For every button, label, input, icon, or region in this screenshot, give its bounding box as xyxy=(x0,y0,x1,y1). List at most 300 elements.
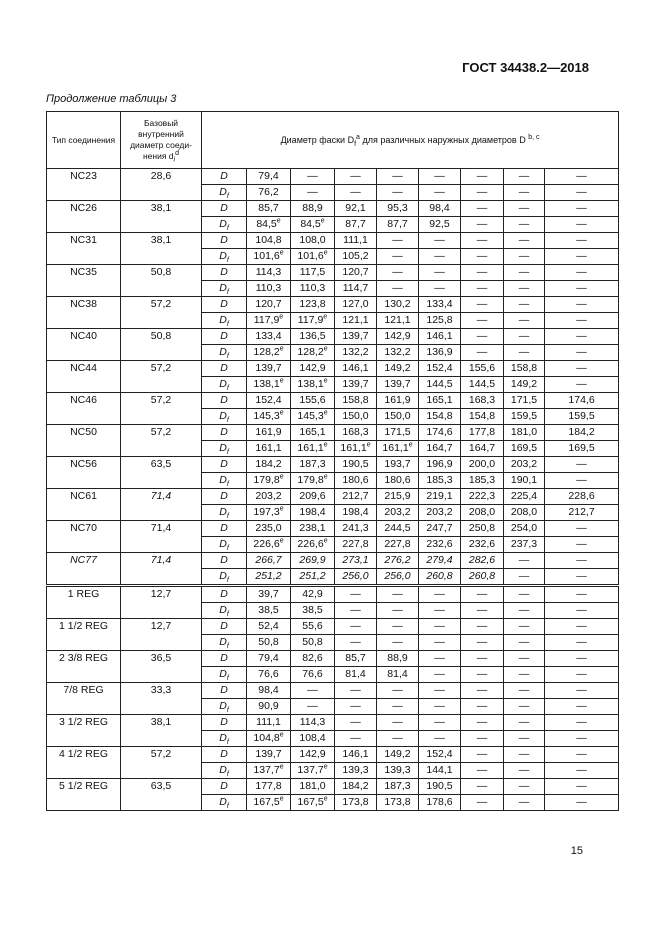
label-chamfer-diameter: $D_f$ xyxy=(202,667,247,683)
label-chamfer-diameter: $D_f$ xyxy=(202,281,247,297)
column-header-type: Тип соединения xyxy=(47,112,121,169)
label-chamfer-diameter: $D_f$ xyxy=(202,185,247,201)
value-cell: — xyxy=(335,185,377,201)
inner-diameter: 57,2 xyxy=(121,361,202,393)
value-cell: 256,0 xyxy=(377,569,419,586)
connection-type: 3 1/2 REG xyxy=(47,715,121,747)
value-cell: 130,2 xyxy=(377,297,419,313)
value-cell: 190,5 xyxy=(419,779,461,795)
value-cell: — xyxy=(461,329,504,345)
value-cell: 161,1e xyxy=(291,441,335,457)
value-cell: 108,0 xyxy=(291,233,335,249)
value-cell: 144,1 xyxy=(419,763,461,779)
value-cell: 76,6 xyxy=(247,667,291,683)
label-chamfer-diameter: $D_f$ xyxy=(202,313,247,329)
value-cell: 179,8e xyxy=(247,473,291,489)
value-cell: — xyxy=(461,635,504,651)
value-cell: 219,1 xyxy=(419,489,461,505)
value-cell: 114,3 xyxy=(291,715,335,731)
value-cell: 185,3 xyxy=(461,473,504,489)
value-cell: — xyxy=(545,217,619,233)
value-cell: 84,5e xyxy=(291,217,335,233)
label-chamfer-diameter: $D_f$ xyxy=(202,345,247,361)
value-cell: — xyxy=(377,715,419,731)
value-cell: — xyxy=(545,361,619,377)
value-cell: — xyxy=(545,779,619,795)
connection-type: 2 3/8 REG xyxy=(47,651,121,683)
value-cell: 98,4 xyxy=(247,683,291,699)
inner-diameter: 12,7 xyxy=(121,619,202,651)
value-cell: — xyxy=(461,667,504,683)
label-outer-diameter: D xyxy=(202,361,247,377)
value-cell: 266,7 xyxy=(247,553,291,569)
value-cell: 187,3 xyxy=(377,779,419,795)
inner-diameter: 57,2 xyxy=(121,297,202,329)
value-cell: — xyxy=(419,667,461,683)
value-cell: 52,4 xyxy=(247,619,291,635)
value-cell: — xyxy=(335,603,377,619)
value-cell: 165,1 xyxy=(291,425,335,441)
value-cell: 155,6 xyxy=(461,361,504,377)
value-cell: 111,1 xyxy=(335,233,377,249)
connection-type: 1 1/2 REG xyxy=(47,619,121,651)
value-cell: 139,3 xyxy=(377,763,419,779)
value-cell: — xyxy=(377,619,419,635)
label-chamfer-diameter: $D_f$ xyxy=(202,635,247,651)
value-cell: 164,7 xyxy=(461,441,504,457)
value-cell: 123,8 xyxy=(291,297,335,313)
value-cell: — xyxy=(461,281,504,297)
value-cell: — xyxy=(335,715,377,731)
value-cell: — xyxy=(545,233,619,249)
header-row xyxy=(47,112,619,169)
connection-type: NC46 xyxy=(47,393,121,425)
value-cell: — xyxy=(377,603,419,619)
label-outer-diameter: D xyxy=(202,715,247,731)
value-cell: 282,6 xyxy=(461,553,504,569)
value-cell: — xyxy=(545,313,619,329)
value-cell: — xyxy=(545,635,619,651)
label-outer-diameter: D xyxy=(202,651,247,667)
table-row xyxy=(47,619,619,635)
value-cell: 171,5 xyxy=(504,393,545,409)
connection-type: NC23 xyxy=(47,169,121,201)
value-cell: 76,6 xyxy=(291,667,335,683)
value-cell: — xyxy=(545,457,619,473)
label-outer-diameter: D xyxy=(202,747,247,763)
value-cell: — xyxy=(461,185,504,201)
value-cell: 146,1 xyxy=(335,361,377,377)
value-cell: 279,4 xyxy=(419,553,461,569)
value-cell: — xyxy=(545,281,619,297)
inner-diameter: 38,1 xyxy=(121,715,202,747)
value-cell: 180,6 xyxy=(335,473,377,489)
value-cell: — xyxy=(461,345,504,361)
value-cell: 137,7e xyxy=(291,763,335,779)
value-cell: 168,3 xyxy=(335,425,377,441)
value-cell: 227,8 xyxy=(377,537,419,553)
value-cell: — xyxy=(419,265,461,281)
value-cell: 161,9 xyxy=(377,393,419,409)
value-cell: — xyxy=(461,747,504,763)
value-cell: 84,5e xyxy=(247,217,291,233)
value-cell: 39,7 xyxy=(247,586,291,603)
connection-type: 1 REG xyxy=(47,586,121,619)
value-cell: 146,1 xyxy=(335,747,377,763)
value-cell: 114,3 xyxy=(247,265,291,281)
value-cell: — xyxy=(545,683,619,699)
value-cell: 244,5 xyxy=(377,521,419,537)
connection-type: NC50 xyxy=(47,425,121,457)
connection-type: NC70 xyxy=(47,521,121,553)
value-cell: 85,7 xyxy=(247,201,291,217)
value-cell: — xyxy=(504,586,545,603)
value-cell: 167,5e xyxy=(247,795,291,811)
value-cell: 120,7 xyxy=(335,265,377,281)
value-cell: 173,8 xyxy=(377,795,419,811)
inner-diameter: 71,4 xyxy=(121,553,202,586)
table-row xyxy=(47,553,619,569)
value-cell: 254,0 xyxy=(504,521,545,537)
value-cell: — xyxy=(545,667,619,683)
value-cell: 196,9 xyxy=(419,457,461,473)
column-header-inner-diameter: Базовый внутренний диаметр соеди-нения $d_i^d$ xyxy=(121,112,202,169)
inner-diameter: 63,5 xyxy=(121,457,202,489)
value-cell: 79,4 xyxy=(247,169,291,185)
value-cell: 169,5 xyxy=(545,441,619,457)
page-number: 15 xyxy=(570,845,583,857)
value-cell: 92,1 xyxy=(335,201,377,217)
value-cell: — xyxy=(419,185,461,201)
inner-diameter: 38,1 xyxy=(121,233,202,265)
value-cell: 165,1 xyxy=(419,393,461,409)
value-cell: 190,1 xyxy=(504,473,545,489)
value-cell: — xyxy=(504,265,545,281)
value-cell: 85,7 xyxy=(335,651,377,667)
connection-type: NC40 xyxy=(47,329,121,361)
value-cell: — xyxy=(291,683,335,699)
value-cell: — xyxy=(377,265,419,281)
value-cell: — xyxy=(377,586,419,603)
value-cell: — xyxy=(461,586,504,603)
inner-diameter: 63,5 xyxy=(121,779,202,811)
value-cell: 132,2 xyxy=(335,345,377,361)
value-cell: 144,5 xyxy=(461,377,504,393)
value-cell: — xyxy=(377,683,419,699)
value-cell: 185,3 xyxy=(419,473,461,489)
value-cell: 139,7 xyxy=(335,329,377,345)
value-cell: — xyxy=(504,763,545,779)
value-cell: 104,8 xyxy=(247,233,291,249)
value-cell: 159,5 xyxy=(545,409,619,425)
table-row xyxy=(47,425,619,441)
label-outer-diameter: D xyxy=(202,233,247,249)
table-caption: Продолжение таблицы 3 xyxy=(46,93,177,105)
table-row xyxy=(47,361,619,377)
value-cell: 137,7e xyxy=(247,763,291,779)
value-cell: 269,9 xyxy=(291,553,335,569)
value-cell: 139,7 xyxy=(247,747,291,763)
value-cell: — xyxy=(461,763,504,779)
value-cell: 179,8e xyxy=(291,473,335,489)
value-cell: 76,2 xyxy=(247,185,291,201)
table-row xyxy=(47,297,619,313)
value-cell: 187,3 xyxy=(291,457,335,473)
inner-diameter: 50,8 xyxy=(121,329,202,361)
value-cell: — xyxy=(461,619,504,635)
value-cell: — xyxy=(504,217,545,233)
value-cell: 117,9e xyxy=(247,313,291,329)
value-cell: 184,2 xyxy=(335,779,377,795)
value-cell: 98,4 xyxy=(419,201,461,217)
value-cell: 144,5 xyxy=(419,377,461,393)
value-cell: 145,3e xyxy=(247,409,291,425)
value-cell: — xyxy=(545,619,619,635)
value-cell: — xyxy=(545,521,619,537)
value-cell: 203,2 xyxy=(419,505,461,521)
value-cell: 235,0 xyxy=(247,521,291,537)
value-cell: 139,7 xyxy=(247,361,291,377)
value-cell: 117,5 xyxy=(291,265,335,281)
value-cell: 212,7 xyxy=(335,489,377,505)
connection-type: 4 1/2 REG xyxy=(47,747,121,779)
inner-diameter: 57,2 xyxy=(121,425,202,457)
value-cell: — xyxy=(504,667,545,683)
value-cell: — xyxy=(504,795,545,811)
value-cell: — xyxy=(504,233,545,249)
value-cell: — xyxy=(504,553,545,569)
value-cell: — xyxy=(377,249,419,265)
value-cell: — xyxy=(545,537,619,553)
table-body xyxy=(47,169,619,811)
label-chamfer-diameter: $D_f$ xyxy=(202,249,247,265)
value-cell: — xyxy=(461,731,504,747)
value-cell: — xyxy=(335,683,377,699)
value-cell: 225,4 xyxy=(504,489,545,505)
value-cell: — xyxy=(419,715,461,731)
value-cell: — xyxy=(291,699,335,715)
table-row xyxy=(47,521,619,537)
value-cell: — xyxy=(545,747,619,763)
table-row xyxy=(47,651,619,667)
value-cell: 161,9 xyxy=(247,425,291,441)
label-outer-diameter: D xyxy=(202,489,247,505)
label-outer-diameter: D xyxy=(202,553,247,569)
value-cell: 38,5 xyxy=(247,603,291,619)
value-cell: — xyxy=(377,169,419,185)
value-cell: 226,6e xyxy=(247,537,291,553)
value-cell: 167,5e xyxy=(291,795,335,811)
value-cell: — xyxy=(545,715,619,731)
table-row xyxy=(47,457,619,473)
table-row xyxy=(47,489,619,505)
value-cell: 232,6 xyxy=(419,537,461,553)
value-cell: — xyxy=(504,297,545,313)
value-cell: — xyxy=(504,683,545,699)
label-outer-diameter: D xyxy=(202,457,247,473)
value-cell: 142,9 xyxy=(291,361,335,377)
value-cell: 273,1 xyxy=(335,553,377,569)
value-cell: 136,5 xyxy=(291,329,335,345)
value-cell: 161,1e xyxy=(335,441,377,457)
value-cell: 171,5 xyxy=(377,425,419,441)
value-cell: 154,8 xyxy=(419,409,461,425)
label-chamfer-diameter: $D_f$ xyxy=(202,763,247,779)
value-cell: 198,4 xyxy=(335,505,377,521)
value-cell: — xyxy=(461,249,504,265)
label-chamfer-diameter: $D_f$ xyxy=(202,603,247,619)
value-cell: 55,6 xyxy=(291,619,335,635)
table-row xyxy=(47,683,619,699)
value-cell: — xyxy=(461,297,504,313)
value-cell: — xyxy=(419,619,461,635)
value-cell: 120,7 xyxy=(247,297,291,313)
value-cell: 133,4 xyxy=(247,329,291,345)
column-header-chamfer: Диаметр фаски $D_f^a$ для различных наружных диаметров D $^{b, c}$ xyxy=(202,112,619,169)
table-row xyxy=(47,233,619,249)
value-cell: 128,2e xyxy=(291,345,335,361)
inner-diameter: 36,5 xyxy=(121,651,202,683)
value-cell: 203,2 xyxy=(377,505,419,521)
connection-type: NC61 xyxy=(47,489,121,521)
value-cell: 173,8 xyxy=(335,795,377,811)
chamfer-table xyxy=(46,111,619,811)
value-cell: 226,6e xyxy=(291,537,335,553)
value-cell: — xyxy=(419,635,461,651)
value-cell: — xyxy=(461,265,504,281)
label-chamfer-diameter: $D_f$ xyxy=(202,795,247,811)
table-row xyxy=(47,169,619,185)
value-cell: — xyxy=(545,763,619,779)
value-cell: 105,2 xyxy=(335,249,377,265)
value-cell: 50,8 xyxy=(247,635,291,651)
value-cell: — xyxy=(504,779,545,795)
value-cell: 212,7 xyxy=(545,505,619,521)
value-cell: — xyxy=(419,281,461,297)
value-cell: 200,0 xyxy=(461,457,504,473)
value-cell: — xyxy=(291,185,335,201)
value-cell: — xyxy=(504,169,545,185)
value-cell: 193,7 xyxy=(377,457,419,473)
value-cell: 121,1 xyxy=(335,313,377,329)
value-cell: — xyxy=(461,201,504,217)
value-cell: 238,1 xyxy=(291,521,335,537)
value-cell: 228,6 xyxy=(545,489,619,505)
label-outer-diameter: D xyxy=(202,201,247,217)
value-cell: 184,2 xyxy=(545,425,619,441)
value-cell: — xyxy=(377,699,419,715)
value-cell: — xyxy=(504,201,545,217)
value-cell: — xyxy=(545,345,619,361)
label-chamfer-diameter: $D_f$ xyxy=(202,505,247,521)
value-cell: — xyxy=(504,281,545,297)
value-cell: 168,3 xyxy=(461,393,504,409)
value-cell: 227,8 xyxy=(335,537,377,553)
value-cell: 142,9 xyxy=(377,329,419,345)
value-cell: 155,6 xyxy=(291,393,335,409)
value-cell: — xyxy=(335,619,377,635)
value-cell: — xyxy=(545,249,619,265)
value-cell: — xyxy=(419,586,461,603)
value-cell: — xyxy=(377,281,419,297)
value-cell: 82,6 xyxy=(291,651,335,667)
inner-diameter: 57,2 xyxy=(121,393,202,425)
value-cell: 250,8 xyxy=(461,521,504,537)
value-cell: — xyxy=(291,169,335,185)
value-cell: — xyxy=(504,603,545,619)
value-cell: 208,0 xyxy=(504,505,545,521)
value-cell: — xyxy=(504,313,545,329)
value-cell: 152,4 xyxy=(419,361,461,377)
value-cell: 104,8e xyxy=(247,731,291,747)
label-chamfer-diameter: $D_f$ xyxy=(202,569,247,586)
inner-diameter: 38,1 xyxy=(121,201,202,233)
value-cell: 256,0 xyxy=(335,569,377,586)
table-row xyxy=(47,329,619,345)
label-chamfer-diameter: $D_f$ xyxy=(202,217,247,233)
inner-diameter: 33,3 xyxy=(121,683,202,715)
value-cell: — xyxy=(419,651,461,667)
value-cell: — xyxy=(504,699,545,715)
value-cell: — xyxy=(335,169,377,185)
value-cell: — xyxy=(461,779,504,795)
value-cell: 203,2 xyxy=(247,489,291,505)
value-cell: 164,7 xyxy=(419,441,461,457)
value-cell: 181,0 xyxy=(504,425,545,441)
value-cell: 149,2 xyxy=(377,361,419,377)
value-cell: — xyxy=(545,377,619,393)
value-cell: 149,2 xyxy=(504,377,545,393)
value-cell: 88,9 xyxy=(291,201,335,217)
table-row xyxy=(47,265,619,281)
value-cell: 177,8 xyxy=(247,779,291,795)
value-cell: — xyxy=(419,249,461,265)
value-cell: 178,6 xyxy=(419,795,461,811)
value-cell: 139,7 xyxy=(335,377,377,393)
value-cell: 260,8 xyxy=(419,569,461,586)
connection-type: NC77 xyxy=(47,553,121,586)
table-row xyxy=(47,201,619,217)
label-chamfer-diameter: $D_f$ xyxy=(202,473,247,489)
value-cell: — xyxy=(504,249,545,265)
table-row xyxy=(47,747,619,763)
value-cell: — xyxy=(419,699,461,715)
value-cell: 87,7 xyxy=(335,217,377,233)
label-outer-diameter: D xyxy=(202,329,247,345)
label-outer-diameter: D xyxy=(202,297,247,313)
value-cell: — xyxy=(545,169,619,185)
value-cell: 110,3 xyxy=(247,281,291,297)
value-cell: — xyxy=(377,185,419,201)
value-cell: 198,4 xyxy=(291,505,335,521)
value-cell: — xyxy=(545,201,619,217)
value-cell: 177,8 xyxy=(461,425,504,441)
value-cell: — xyxy=(461,603,504,619)
value-cell: 276,2 xyxy=(377,553,419,569)
inner-diameter: 50,8 xyxy=(121,265,202,297)
value-cell: — xyxy=(419,683,461,699)
value-cell: — xyxy=(335,635,377,651)
value-cell: — xyxy=(419,169,461,185)
value-cell: 108,4 xyxy=(291,731,335,747)
value-cell: 128,2e xyxy=(247,345,291,361)
value-cell: — xyxy=(461,795,504,811)
value-cell: — xyxy=(504,651,545,667)
value-cell: 232,6 xyxy=(461,537,504,553)
value-cell: — xyxy=(461,169,504,185)
value-cell: 146,1 xyxy=(419,329,461,345)
table-row xyxy=(47,586,619,603)
